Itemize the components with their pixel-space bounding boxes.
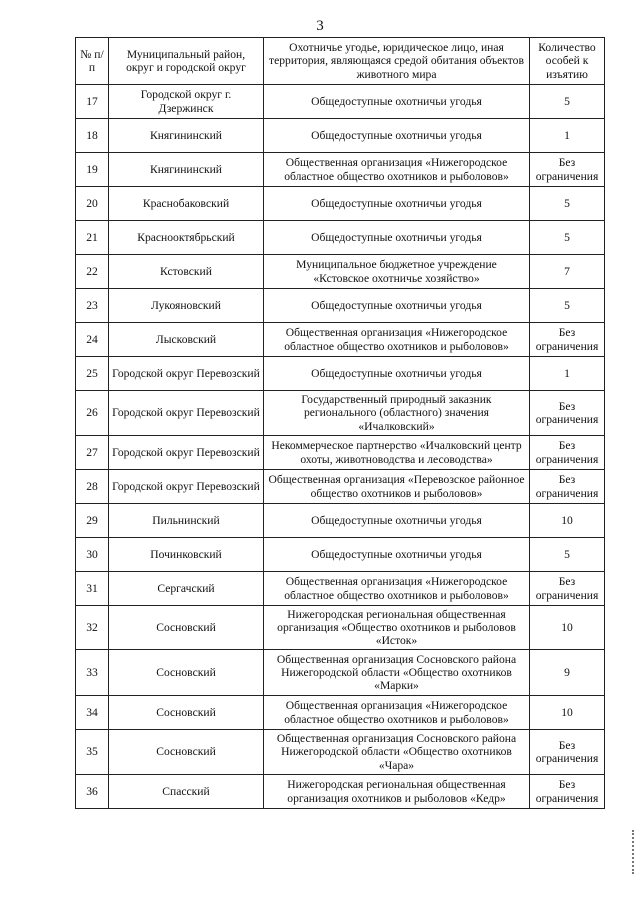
row-number-cell: 34	[76, 696, 109, 730]
quantity-cell: 5	[530, 289, 605, 323]
quantity-cell: Без ограничения	[530, 391, 605, 436]
row-number-cell: 31	[76, 572, 109, 606]
row-number-cell: 32	[76, 606, 109, 650]
district-cell: Городской округ г. Дзержинск	[109, 85, 264, 119]
district-cell: Сергачский	[109, 572, 264, 606]
district-cell: Сосновский	[109, 730, 264, 775]
quantity-cell: 5	[530, 85, 605, 119]
district-cell: Княгининский	[109, 119, 264, 153]
district-cell: Городской округ Перевозский	[109, 470, 264, 504]
district-cell: Княгининский	[109, 153, 264, 187]
table-row	[76, 775, 605, 809]
hunting-land-cell: Общедоступные охотничьи угодья	[264, 187, 530, 221]
table-row	[76, 357, 605, 391]
district-cell: Кстовский	[109, 255, 264, 289]
row-number-cell: 17	[76, 85, 109, 119]
table-row	[76, 85, 605, 119]
table-row	[76, 323, 605, 357]
table-row	[76, 187, 605, 221]
hunting-land-cell: Общественная организация Сосновского района Нижегородской области «Общество охотников «Марки»	[264, 650, 530, 696]
table-body	[76, 85, 605, 809]
district-cell: Городской округ Перевозский	[109, 436, 264, 470]
row-number-cell: 35	[76, 730, 109, 775]
row-number-cell: 28	[76, 470, 109, 504]
hunting-land-cell: Общедоступные охотничьи угодья	[264, 221, 530, 255]
hunting-land-cell: Общественная организация «Нижегородское областное общество охотников и рыболовов»	[264, 572, 530, 606]
row-number-cell: 20	[76, 187, 109, 221]
quantity-cell: 9	[530, 650, 605, 696]
row-number-cell: 22	[76, 255, 109, 289]
table-row	[76, 650, 605, 696]
row-number-cell: 27	[76, 436, 109, 470]
quantity-cell: 7	[530, 255, 605, 289]
table-row	[76, 504, 605, 538]
hunting-land-cell: Общественная организация «Нижегородское областное общество охотников и рыболовов»	[264, 696, 530, 730]
table-row	[76, 606, 605, 650]
table-row	[76, 289, 605, 323]
table-row	[76, 696, 605, 730]
hunting-land-cell: Общедоступные охотничьи угодья	[264, 289, 530, 323]
row-number-cell: 26	[76, 391, 109, 436]
hunting-land-cell: Общедоступные охотничьи угодья	[264, 85, 530, 119]
table-row	[76, 436, 605, 470]
quantity-cell: Без ограничения	[530, 153, 605, 187]
hunting-land-cell: Некоммерческое партнерство «Ичалковский центр охоты, животноводства и лесоводства»	[264, 436, 530, 470]
row-number-cell: 33	[76, 650, 109, 696]
row-number-cell: 24	[76, 323, 109, 357]
quantity-cell: 5	[530, 538, 605, 572]
quantity-cell: Без ограничения	[530, 730, 605, 775]
header-quantity: Количество особей к изъятию	[530, 38, 605, 85]
quantity-cell: 1	[530, 119, 605, 153]
hunting-land-cell: Нижегородская региональная общественная организация охотников и рыболовов «Кедр»	[264, 775, 530, 809]
row-number-cell: 18	[76, 119, 109, 153]
hunting-land-cell: Муниципальное бюджетное учреждение «Кстовское охотничье хозяйство»	[264, 255, 530, 289]
table-row	[76, 470, 605, 504]
header-number: № п/п	[76, 38, 109, 85]
quantity-cell: Без ограничения	[530, 470, 605, 504]
district-cell: Лукояновский	[109, 289, 264, 323]
row-number-cell: 19	[76, 153, 109, 187]
district-cell: Спасский	[109, 775, 264, 809]
hunting-land-cell: Общественная организация Сосновского района Нижегородской области «Общество охотников «Чара»	[264, 730, 530, 775]
hunting-land-cell: Общедоступные охотничьи угодья	[264, 538, 530, 572]
row-number-cell: 21	[76, 221, 109, 255]
district-cell: Сосновский	[109, 650, 264, 696]
page-number: 3	[316, 18, 324, 34]
row-number-cell: 30	[76, 538, 109, 572]
district-cell: Починковский	[109, 538, 264, 572]
quantity-cell: 10	[530, 606, 605, 650]
district-cell: Краснобаковский	[109, 187, 264, 221]
row-number-cell: 23	[76, 289, 109, 323]
hunting-land-cell: Государственный природный заказник регионального (областного) значения «Ичалковский»	[264, 391, 530, 436]
header-district: Муниципальный район, округ и городской округ	[109, 38, 264, 85]
quantity-cell: 10	[530, 696, 605, 730]
table-row	[76, 119, 605, 153]
hunting-land-cell: Общественная организация «Нижегородское областное общество охотников и рыболовов»	[264, 153, 530, 187]
table-row	[76, 153, 605, 187]
quantity-cell: 1	[530, 357, 605, 391]
quantity-cell: Без ограничения	[530, 775, 605, 809]
quantity-cell: 5	[530, 187, 605, 221]
quantity-cell: 5	[530, 221, 605, 255]
district-cell: Сосновский	[109, 696, 264, 730]
row-number-cell: 29	[76, 504, 109, 538]
district-cell: Краснооктябрьский	[109, 221, 264, 255]
hunting-land-cell: Общедоступные охотничьи угодья	[264, 357, 530, 391]
row-number-cell: 36	[76, 775, 109, 809]
hunting-land-cell: Общедоступные охотничьи угодья	[264, 504, 530, 538]
district-cell: Лысковский	[109, 323, 264, 357]
hunting-quota-table	[75, 37, 605, 809]
hunting-land-cell: Общедоступные охотничьи угодья	[264, 119, 530, 153]
district-cell: Городской округ Перевозский	[109, 391, 264, 436]
table-row	[76, 730, 605, 775]
quantity-cell: Без ограничения	[530, 572, 605, 606]
edge-scan-mark	[632, 830, 636, 874]
quantity-cell: 10	[530, 504, 605, 538]
quantity-cell: Без ограничения	[530, 323, 605, 357]
hunting-land-cell: Общественная организация «Нижегородское областное общество охотников и рыболовов»	[264, 323, 530, 357]
table-header-row	[76, 38, 605, 85]
table-row	[76, 538, 605, 572]
row-number-cell: 25	[76, 357, 109, 391]
table-row	[76, 221, 605, 255]
table-row	[76, 255, 605, 289]
table-row	[76, 572, 605, 606]
district-cell: Пильнинский	[109, 504, 264, 538]
district-cell: Городской округ Перевозский	[109, 357, 264, 391]
district-cell: Сосновский	[109, 606, 264, 650]
quantity-cell: Без ограничения	[530, 436, 605, 470]
table-row	[76, 391, 605, 436]
hunting-land-cell: Нижегородская региональная общественная организация «Общество охотников и рыболовов «Исток»	[264, 606, 530, 650]
hunting-land-cell: Общественная организация «Перевозское районное общество охотников и рыболовов»	[264, 470, 530, 504]
header-hunting-land: Охотничье угодье, юридическое лицо, иная территория, являющаяся средой обитания объектов животного мира	[264, 38, 530, 85]
